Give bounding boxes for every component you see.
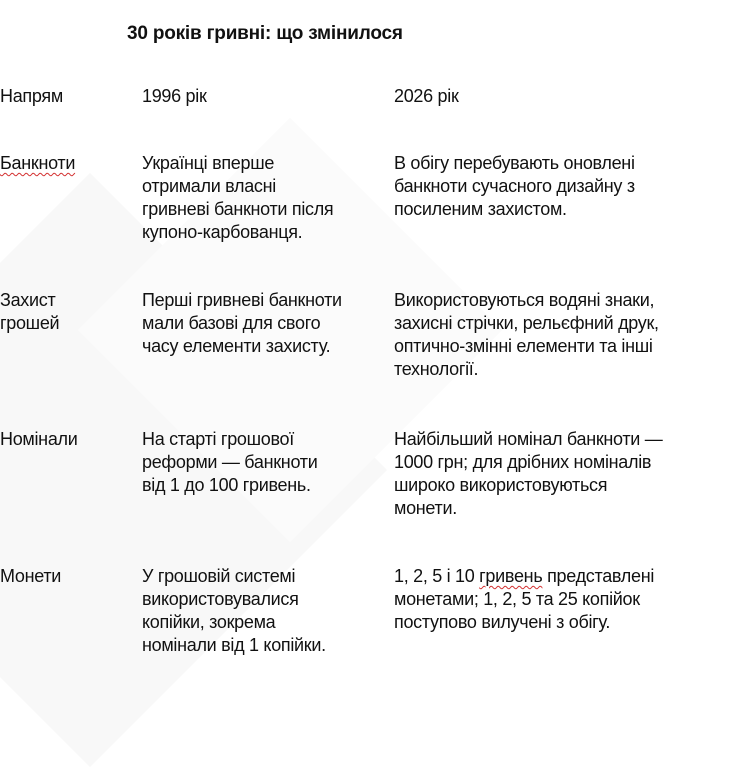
header-1996: 1996 рік — [142, 86, 207, 106]
header-direction: Напрям — [0, 86, 63, 106]
cell-1996: Українці вперше отримали власні гривневі банкноти після купоно-карбованця. — [142, 153, 334, 242]
header-2026: 2026 рік — [394, 86, 459, 106]
cell-2026 — [394, 565, 729, 634]
cell-2026: Найбільший номінал банкноти — 1000 грн; для дрібних номіналів широко використовуються монети. — [394, 429, 663, 518]
document-title: 30 років гривні: що змінилося — [127, 23, 403, 44]
cell-1996: Перші гривневі банкноти мали базові для свого часу елементи захисту. — [142, 290, 342, 356]
row-label-coins: Монети — [0, 566, 62, 586]
row-label-denominations: Номінали — [0, 429, 78, 449]
cell-1996: На старті грошової реформи — банкноти від 1 до 100 гривень. — [142, 429, 318, 495]
row-label-banknotes: Банкноти — [0, 153, 76, 173]
spellcheck-flagged-word: гривень — [479, 566, 543, 586]
cell-1996: У грошовій системі використовувалися копійки, зокрема номінали від 1 копійки. — [142, 566, 326, 655]
cell-2026: В обігу перебувають оновлені банкноти сучасного дизайну з посиленим захистом. — [394, 153, 635, 219]
text-segment: представлені монетами; 1, 2, 5 та 25 копійок поступово вилучені з обігу. — [394, 566, 655, 632]
text-segment: 1, 2, 5 і 10 — [394, 566, 480, 586]
row-label-protection: Захист грошей — [0, 290, 60, 333]
cell-2026: Використовуються водяні знаки, захисні стрічки, рельєфний друк, оптично-змінні елементи та інші технології. — [394, 290, 659, 379]
